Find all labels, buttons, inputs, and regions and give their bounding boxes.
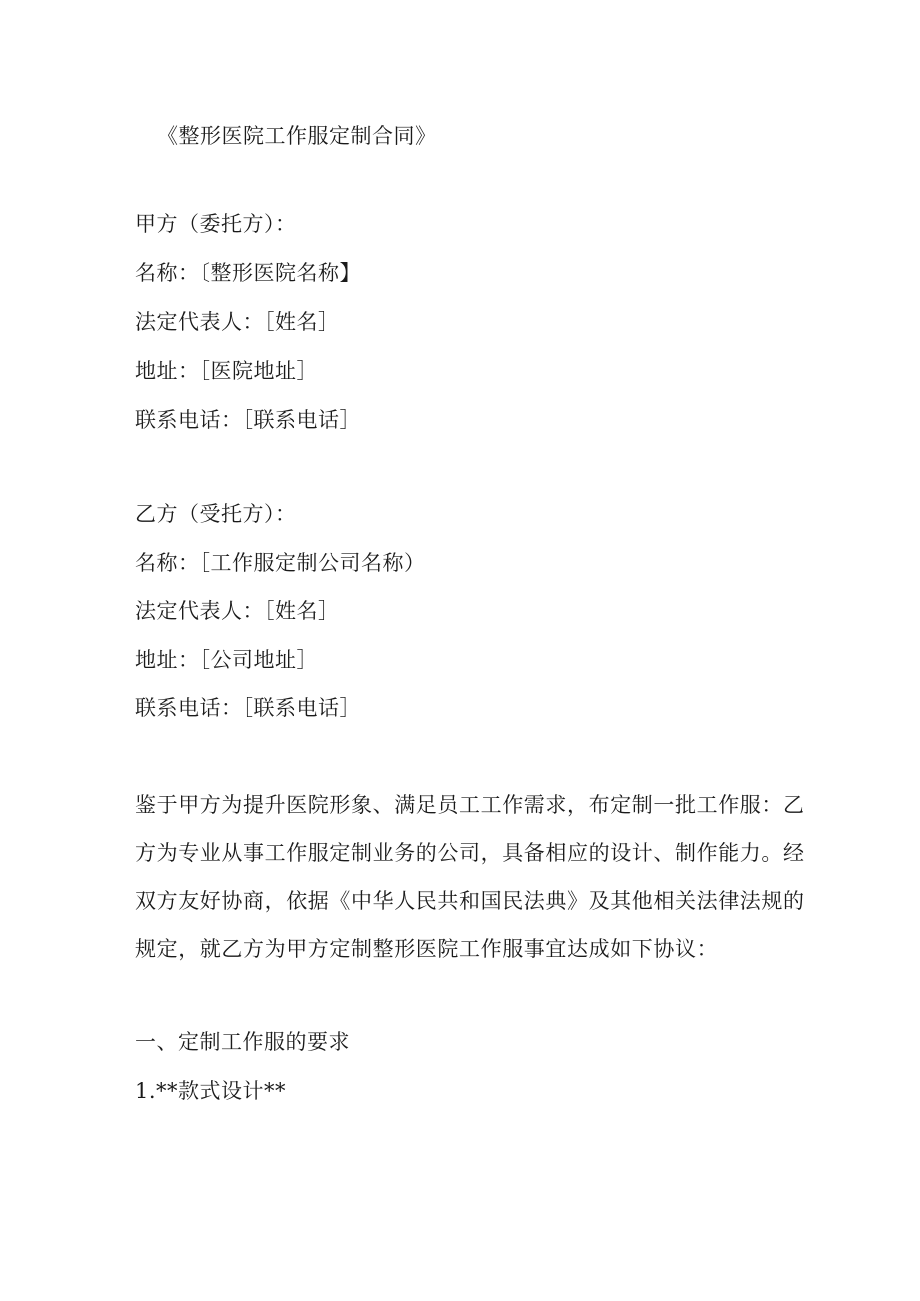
preamble-paragraph — [135, 781, 805, 973]
preamble-line: 方为专业从事工作服定制业务的公司，具备相应的设计、制作能力。经 — [135, 841, 805, 865]
party-b-address: 地址：［公司地址］ — [135, 648, 318, 672]
party-a-address: 地址：［医院地址］ — [135, 359, 318, 383]
party-a-heading: 甲方（委托方）： — [135, 212, 297, 236]
party-a-name: 名称：〔整形医院名称】 — [135, 261, 361, 285]
party-b-legal-rep: 法定代表人：［姓名］ — [135, 599, 340, 623]
item-heading: 1.**款式设计** — [135, 1079, 287, 1103]
party-b-name: 名称：［工作服定制公司名称） — [135, 551, 426, 575]
section-heading: 一、定制工作服的要求 — [135, 1030, 350, 1054]
preamble-line: 规定，就乙方为甲方定制整形医院工作服事宜达成如下协议： — [135, 937, 719, 961]
preamble-line: 双方友好协商，依据《中华人民共和国民法典》及其他相关法律法规的 — [135, 889, 805, 913]
preamble-line: 鉴于甲方为提升医院形象、满足员工工作需求，布定制一批工作服：乙 — [135, 793, 805, 817]
party-a-phone: 联系电话：［联系电话］ — [135, 408, 361, 432]
party-a-legal-rep: 法定代表人：［姓名］ — [135, 310, 340, 334]
party-b-heading: 乙方（受托方）： — [135, 502, 297, 526]
party-b-phone: 联系电话：［联系电话］ — [135, 696, 361, 720]
document-title: 《整形医院工作服定制合同》 — [157, 124, 437, 148]
